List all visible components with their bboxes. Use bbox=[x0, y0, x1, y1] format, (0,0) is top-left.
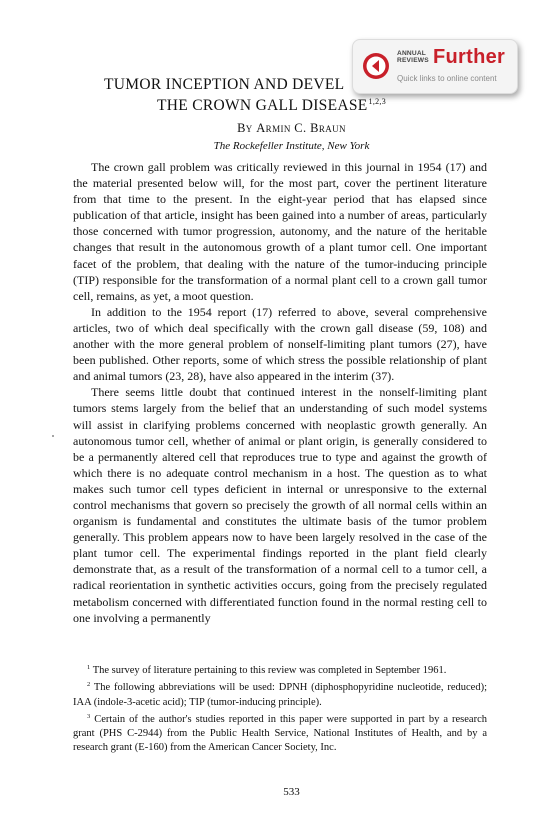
title-line-2 bbox=[157, 93, 386, 114]
title-footnote-marks: 1,2,3 bbox=[368, 97, 387, 106]
paragraph: In addition to the 1954 report (17) referred to above, several comprehensive articles, two of which deal specifically with the crown gall disease (59, 108) and another with the more general problem of nonself-limiting plant tumors (27), have been published. Other reports, some of which stress the possible relationship of plant and animal tumors (23, 28), have also appeared in the interim (37). bbox=[73, 304, 487, 384]
byline-prefix: By bbox=[237, 121, 253, 135]
further-brand: Further bbox=[433, 46, 506, 68]
footnote bbox=[73, 661, 487, 678]
author-name: Armin C. Braun bbox=[256, 121, 346, 135]
footnote bbox=[73, 710, 487, 756]
footnote-mark: 1 bbox=[87, 664, 91, 671]
article-body bbox=[73, 159, 487, 626]
annual-reviews-logo-icon bbox=[362, 52, 390, 80]
byline bbox=[0, 121, 557, 136]
footnote-text: The survey of literature pertaining to this review was completed in September 1961. bbox=[92, 665, 447, 676]
paragraph: There seems little doubt that continued interest in the nonself-limiting plant tumors stems largely from the belief that an understanding of such model systems will assist in clarifying problems concerned with neoplastic growth generally. An autonomous tumor cell, whether of animal or plant origin, is generally considered to be a permanently altered cell that reproduces true to type and against the growth of which there is no adequate control mechanism in a host. The question as to what makes such tumor cell types deficient in internal or unresponsive to the external control mechanisms that govern so precisely the growth of all normal cells within an organism is fundamental and constitutes the ultimate basis of the tumor problem generally. This problem appears now to have been largely resolved in the case of the plant tumor cell. The experimental findings reported in the plant field clearly demonstrate that, as a result of the transformation of a normal cell to a tumor cell, a radical reorientation in synthetic activities occurs, going from the precisely regulated metabolism concerned with differentiated function found in the normal resting cell to one involving a permanently bbox=[73, 385, 487, 625]
footnote-mark: 3 bbox=[87, 712, 91, 720]
title-line-2-text: THE CROWN GALL DISEASE bbox=[157, 97, 368, 114]
publisher-line-1: ANNUAL bbox=[397, 50, 427, 57]
footnote-text: Certain of the author's studies reported in this paper were supported in part by a research grant (PHS C-2944) from the Public Health Service, National Institutes of Health, and by a research grant (E-160) from the American Cancer Society, Inc. bbox=[73, 713, 487, 754]
footnote-text: The following abbreviations will be used: DPNH (diphosphopyridine nucleotide, reduced); IAA (indole-3-acetic acid); TIP (tumor-inducing principle). bbox=[73, 682, 487, 708]
publisher-line-2: REVIEWS bbox=[397, 57, 429, 64]
annual-reviews-further-badge[interactable] bbox=[352, 39, 518, 94]
margin-mark bbox=[52, 435, 54, 437]
title-line-1: TUMOR INCEPTION AND DEVEL bbox=[104, 76, 345, 93]
footnote-mark: 2 bbox=[87, 681, 91, 689]
further-tagline: Quick links to online content bbox=[397, 74, 497, 83]
paragraph: The crown gall problem was critically reviewed in this journal in 1954 (17) and the material presented below will, for the most part, cover the pertinent literature from that time to the present. In the eight-year period that has elapsed since publication of that article, insight has been gained into a number of areas, particularly those concerned with tumor progression, autonomy, and the nature of the heritable changes that result in the autonomous growth of a plant tumor cell. One important facet of the problem, that dealing with the nature of the tumor-inducing principle (TIP) responsible for the transformation of a normal plant cell to a crown gall tumor cell, remains, as yet, a moot question. bbox=[73, 160, 487, 303]
author-affiliation: The Rockefeller Institute, New York bbox=[213, 140, 370, 152]
page-number: 533 bbox=[283, 786, 300, 798]
footnotes bbox=[73, 661, 487, 756]
publisher-name bbox=[397, 50, 429, 64]
footnote bbox=[73, 678, 487, 710]
